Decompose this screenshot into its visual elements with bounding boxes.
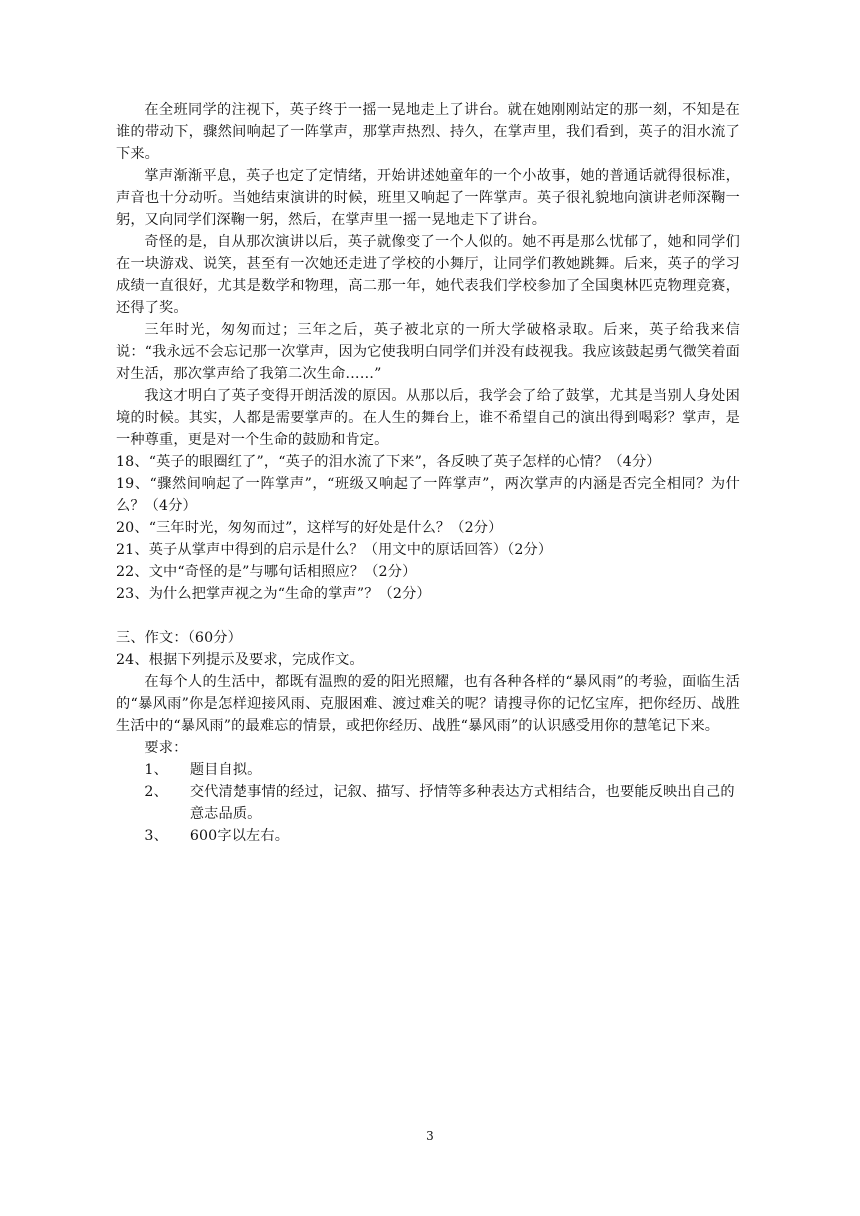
section-gap	[116, 605, 740, 627]
passage-paragraph: 奇怪的是，自从那次演讲以后，英子就像变了一个人似的。她不再是那么忧郁了，她和同学们在一块游戏、说笑，甚至有一次她还走进了学校的小舞厅，让同学们教她跳舞。后来，英子的学习成绩一直很好，尤其是数学和物理，高二那一年，她代表我们学校参加了全国奥林匹克物理竞赛，还得了奖。	[116, 234, 740, 316]
requirement-text: 题目自拟。	[189, 762, 262, 778]
requirement-number: 1、	[144, 762, 168, 778]
page-number: 3	[426, 1129, 434, 1143]
page-content	[116, 99, 740, 847]
question-22: 22、文中“奇怪的是”与哪句话相照应？（2分）	[116, 564, 417, 580]
passage-paragraph: 三年时光，匆匆而过；三年之后，英子被北京的一所大学破格录取。后来，英子给我来信说：“我永远不会忘记那一次掌声，因为它使我明白同学们并没有歧视我。我应该鼓起勇气微笑着面对生活，那次掌声给了我第二次生命……”	[116, 322, 740, 382]
question-19: 19、“骤然间响起了一阵掌声”，“班级又响起了一阵掌声”，两次掌声的内涵是否完全相同？为什么？（4分）	[116, 476, 740, 514]
requirement-number: 2、	[144, 784, 168, 800]
passage-paragraph: 掌声渐渐平息，英子也定了定情绪，开始讲述她童年的一个小故事，她的普通话就得很标准，声音也十分动听。当她结束演讲的时候，班里又响起了一阵掌声。英子很礼貌地向演讲老师深鞠一躬，又向同学们深鞠一躬，然后，在掌声里一摇一晃地走下了讲台。	[116, 168, 740, 228]
question-23: 23、为什么把掌声视之为“生命的掌声”？（2分）	[116, 586, 431, 602]
question-21: 21、英子从掌声中得到的启示是什么？（用文中的原话回答）（2分）	[116, 542, 553, 558]
requirement-text: 交代清楚事情的经过，记叙、描写、抒情等多种表达方式相结合，也要能反映出自己的意志品质。	[189, 784, 735, 822]
composition-heading: 三、作文：（60分）	[116, 630, 242, 646]
requirement-number: 3、	[144, 828, 168, 844]
requirement-item	[116, 759, 740, 781]
composition-section	[116, 627, 740, 847]
composition-prompt: 在每个人的生活中，都既有温煦的爱的阳光照耀，也有各种各样的“暴风雨”的考验，面临生活的“暴风雨”你是怎样迎接风雨、克服困难、渡过难关的呢？请搜寻你的记忆宝库，把你经历、战胜生活中的“暴风雨”的最难忘的情景，或把你经历、战胜“暴风雨”的认识感受用你的慧笔记下来。	[116, 674, 740, 734]
question-20: 20、“三年时光，匆匆而过”，这样写的好处是什么？（2分）	[116, 520, 503, 536]
question-18: 18、“英子的眼圈红了”，“英子的泪水流了下来”，各反映了英子怎样的心情？（4分）	[116, 454, 661, 470]
reading-passage	[116, 99, 740, 451]
passage-paragraph: 我这才明白了英子变得开朗活泼的原因。从那以后，我学会了给了鼓掌，尤其是当别人身处困境的时候。其实，人都是需要掌声的。在人生的舞台上，谁不希望自己的演出得到喝彩？掌声，是一种尊重，更是对一个生命的鼓励和肯定。	[116, 388, 740, 448]
requirement-item	[116, 825, 740, 847]
requirement-item	[116, 781, 740, 825]
question-list	[116, 451, 740, 605]
passage-paragraph: 在全班同学的注视下，英子终于一摇一晃地走上了讲台。就在她刚刚站定的那一刻，不知是在谁的带动下，骤然间响起了一阵掌声，那掌声热烈、持久，在掌声里，我们看到，英子的泪水流了下来。	[116, 102, 740, 162]
requirement-text: 600字以左右。	[189, 828, 290, 844]
composition-instruction: 24、根据下列提示及要求，完成作文。	[116, 652, 364, 668]
requirements-label: 要求：	[144, 740, 188, 756]
